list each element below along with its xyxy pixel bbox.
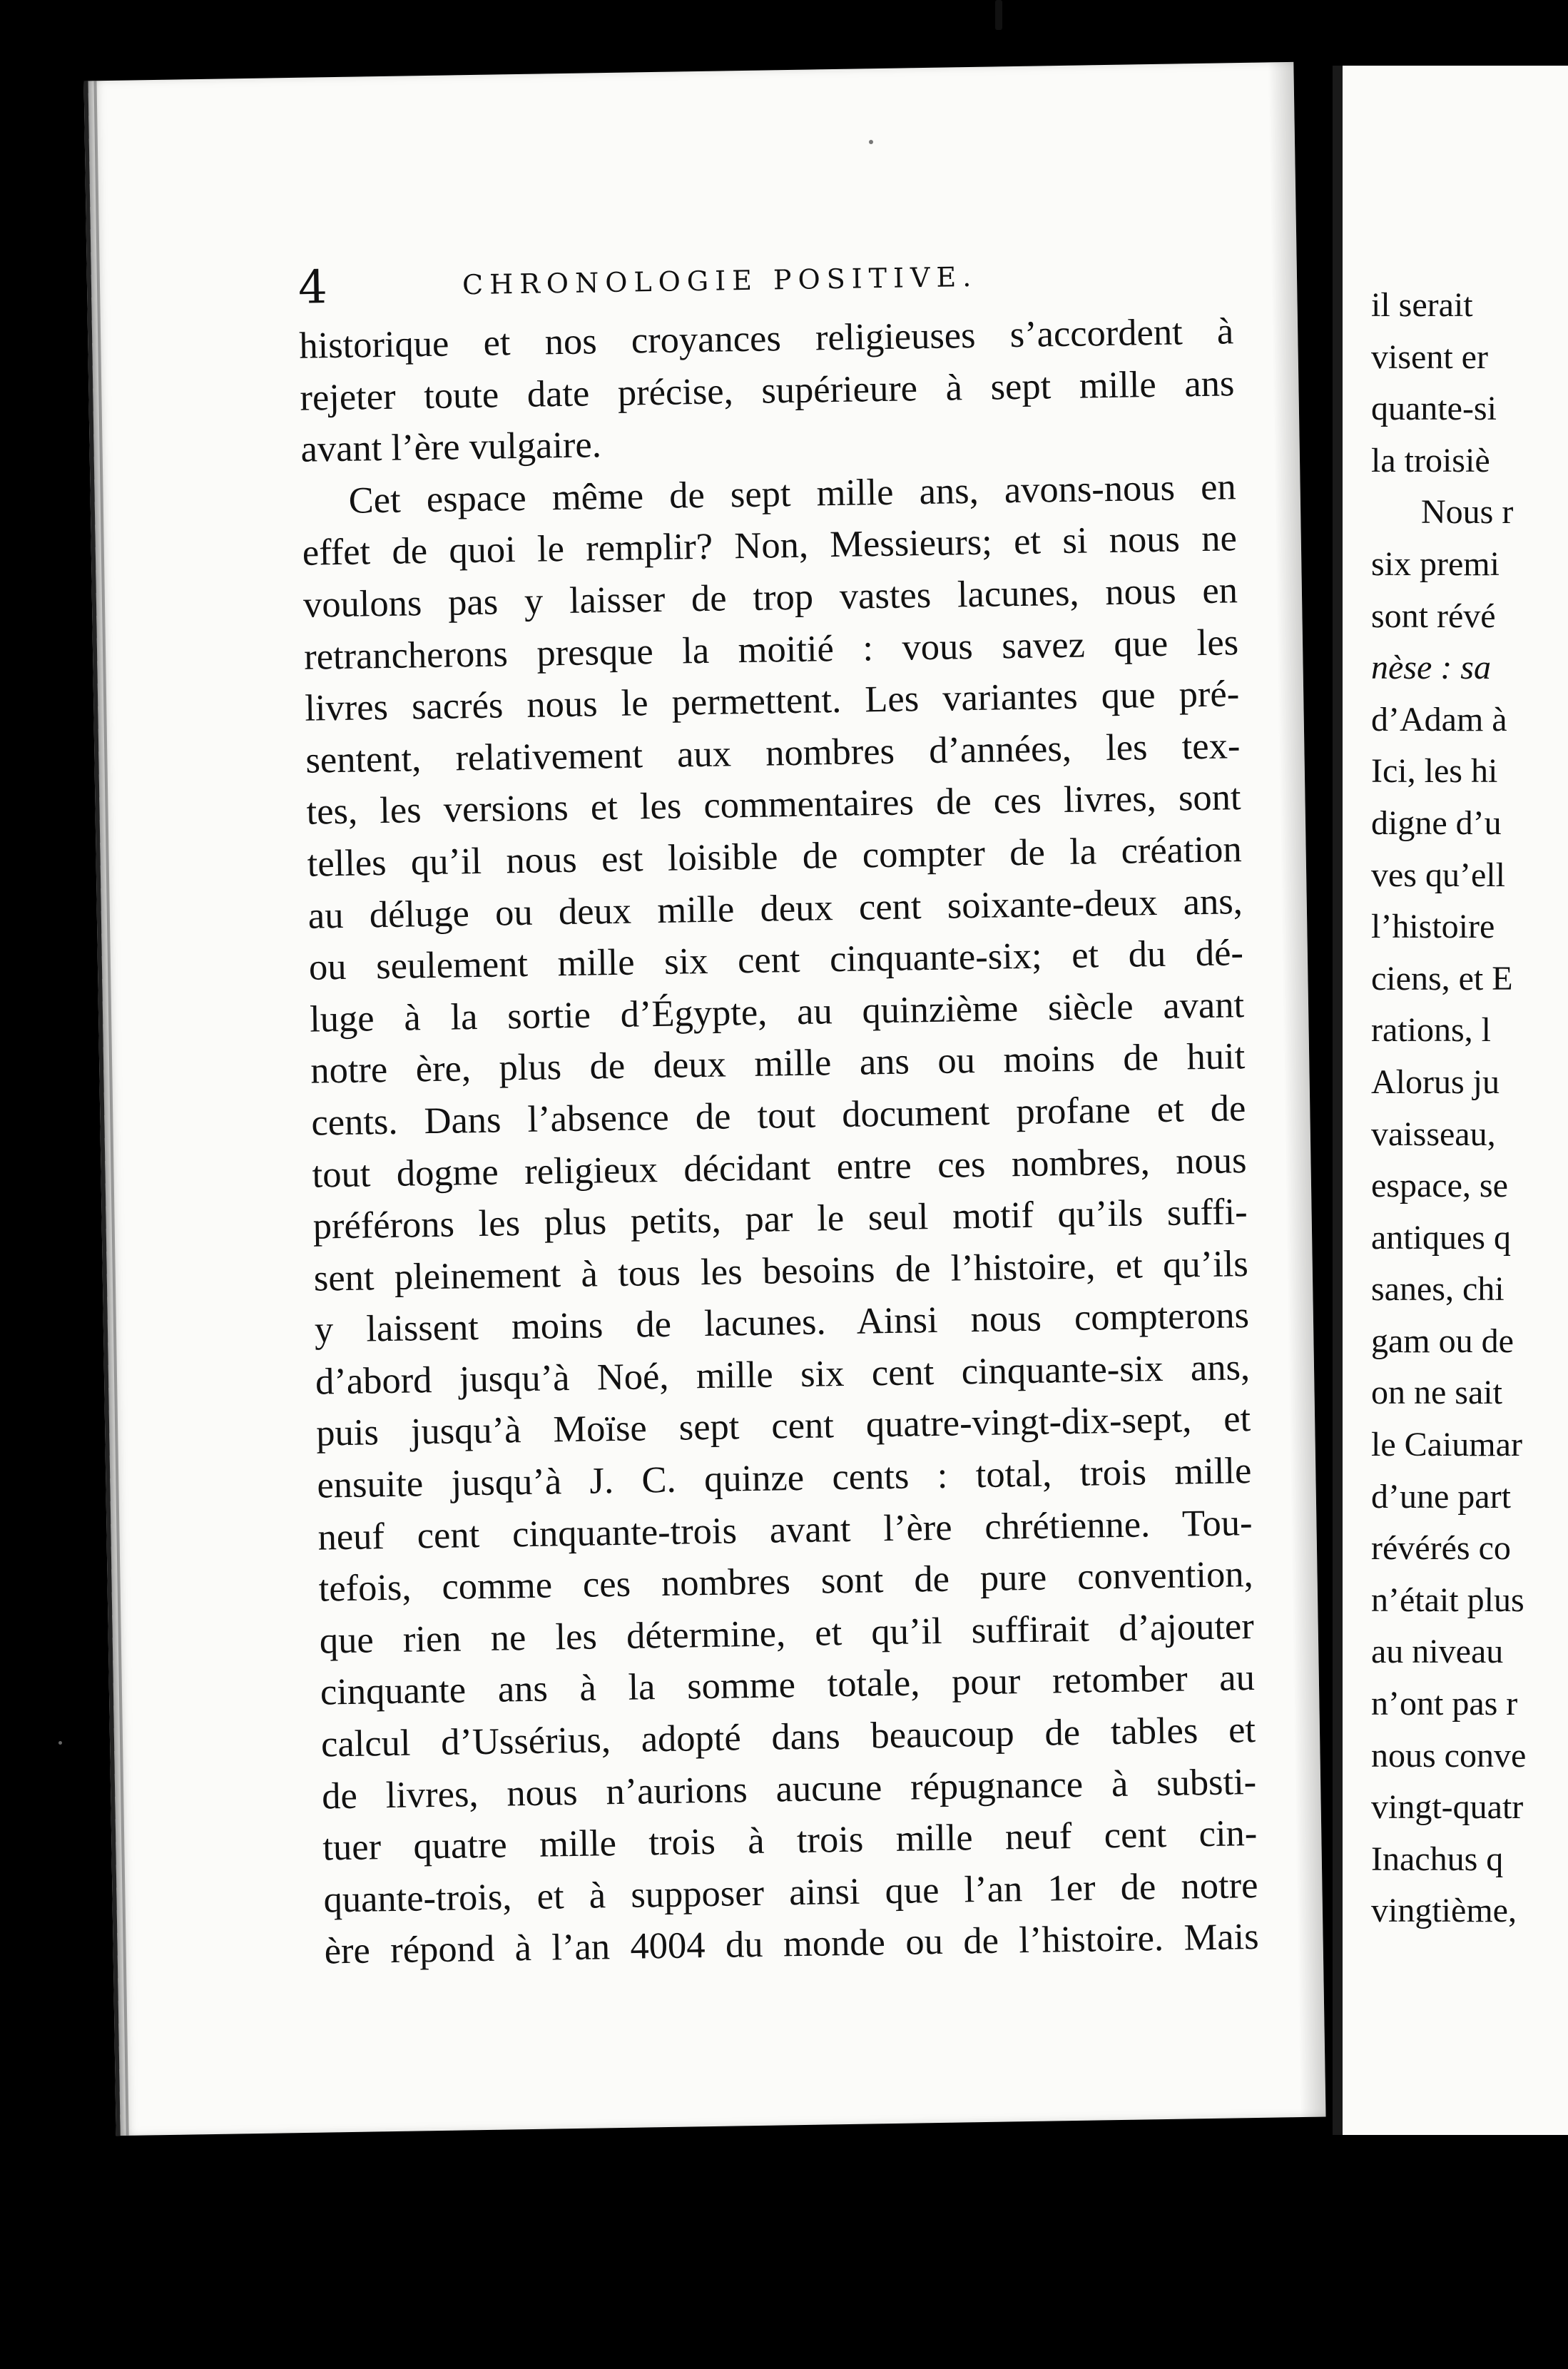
text-line: retrancherons presque la moitié : vous savez que les [303, 621, 1239, 678]
text-line: d’abord jusqu’à Noé, mille six cent cinquante-six ans, [315, 1346, 1251, 1403]
text-line: préférons les plus petits, par le seul motif qu’ils suffi- [312, 1191, 1248, 1247]
right-page-cropped [1333, 66, 1568, 2135]
text-line: neuf cent cinquante-trois avant l’ère chrétienne. Tou- [317, 1501, 1253, 1558]
text-line: puis jusqu’à Moïse sept cent quatre-vingt-dix-sept, et [315, 1398, 1251, 1455]
text-line: calcul d’Ussérius, adopté dans beaucoup de tables et [320, 1709, 1256, 1765]
text-line: que rien ne les détermine, et qu’il suffirait d’ajouter [319, 1605, 1255, 1662]
text-line: notre ère, plus de deux mille ans ou moins de huit [310, 1035, 1246, 1092]
text-line: livres sacrés nous le permettent. Les variantes que pré- [304, 673, 1240, 729]
text-line: ves qu’ell [1371, 856, 1505, 894]
text-line: avant l’ère vulgaire. [300, 424, 602, 470]
text-line: antiques q [1371, 1218, 1511, 1257]
text-line: tuer quatre mille trois à trois mille neuf cent cin- [322, 1812, 1258, 1869]
text-line: vingtième, [1371, 1892, 1517, 1930]
text-line: voulons pas y laisser de trop vastes lacunes, nous en [302, 569, 1238, 626]
text-line: y laissent moins de lacunes. Ainsi nous compterons [314, 1294, 1250, 1351]
text-line: quante-si [1371, 390, 1497, 428]
text-line: sent pleinement à tous les besoins de l’histoire, et qu’ils [313, 1242, 1249, 1299]
text-line: révérés co [1371, 1529, 1511, 1568]
paragraph-start-line: Cet espace même de sept mille ans, avons-nous en [348, 465, 1237, 522]
text-line: on ne sait [1371, 1374, 1502, 1412]
text-line: tes, les versions et les commentaires de ces livres, sont [306, 776, 1241, 833]
text-line: espace, se [1371, 1167, 1508, 1205]
text-line: ère répond à l’an 4004 du monde ou de l’histoire. Mais [324, 1916, 1259, 1972]
text-line: ensuite jusqu’à J. C. quinze cents : total, trois mille [316, 1450, 1252, 1506]
right-page-text [1371, 280, 1568, 1937]
text-line: au niveau [1371, 1633, 1504, 1671]
text-line: luge à la sortie d’Égypte, au quinzième siècle avant [309, 983, 1245, 1040]
text-line: quante-trois, et à supposer ainsi que l’an 1er de notre [323, 1864, 1258, 1921]
text-line: vingt-quatr [1371, 1788, 1524, 1827]
text-line: nèse : sa [1371, 649, 1491, 687]
text-line: la troisiè [1371, 441, 1490, 480]
text-line: visent er [1371, 338, 1488, 376]
scan-speck [58, 1741, 62, 1745]
text-line: d’une part [1371, 1477, 1511, 1516]
text-line: au déluge ou deux mille deux cent soixante-deux ans, [307, 880, 1243, 937]
text-line: Inachus q [1371, 1840, 1504, 1878]
text-line: cinquante ans à la somme totale, pour retomber au [320, 1657, 1256, 1714]
text-line: le Caiumar [1371, 1426, 1522, 1464]
gutter-shadow [1268, 62, 1325, 2117]
text-line: sont révé [1371, 597, 1496, 635]
text-line: Ici, les hi [1371, 752, 1498, 791]
scan-speck [995, 0, 1002, 30]
text-line: effet de quoi le remplir? Non, Messieurs; et si nous ne [302, 517, 1238, 574]
text-line: six premi [1371, 544, 1500, 583]
text-line: sanes, chi [1371, 1270, 1505, 1309]
text-line: tout dogme religieux décidant entre ces nombres, nous [312, 1139, 1247, 1196]
text-line: telles qu’il nous est loisible de compter de la création [307, 828, 1243, 885]
text-line: ou seulement mille six cent cinquante-six; et du dé- [308, 932, 1244, 988]
paragraph-start-line: Nous r [1421, 493, 1514, 532]
scan-speck [869, 140, 873, 144]
text-line: n’était plus [1371, 1581, 1524, 1619]
body-text [299, 305, 1259, 1977]
text-line: digne d’u [1371, 803, 1502, 842]
text-line: de livres, nous n’aurions aucune répugnance à substi- [321, 1760, 1257, 1817]
text-line: historique et nos croyances religieuses s’accordent à [298, 310, 1234, 367]
running-title: CHRONOLOGIE POSITIVE. [462, 260, 978, 301]
text-line: nous conve [1371, 1736, 1527, 1775]
text-line: sentent, relativement aux nombres d’années, les tex- [305, 724, 1241, 781]
text-line: gam ou de [1371, 1322, 1514, 1360]
text-line: l’histoire [1371, 908, 1495, 946]
text-line: vaisseau, [1371, 1115, 1496, 1153]
page-number: 4 [297, 261, 328, 315]
text-line: rations, l [1371, 1011, 1491, 1050]
left-page [83, 62, 1325, 2136]
text-line: n’ont pas r [1371, 1685, 1518, 1723]
text-line: rejeter toute date précise, supérieure à sept mille ans [300, 362, 1235, 419]
text-line: il serait [1371, 286, 1473, 324]
text-line: ciens, et E [1371, 959, 1513, 998]
text-line: tefois, comme ces nombres sont de pure convention, [318, 1553, 1254, 1610]
text-line: cents. Dans l’absence de tout document profane et de [311, 1087, 1246, 1144]
text-line: Alorus ju [1371, 1062, 1500, 1101]
text-line: d’Adam à [1371, 700, 1507, 739]
